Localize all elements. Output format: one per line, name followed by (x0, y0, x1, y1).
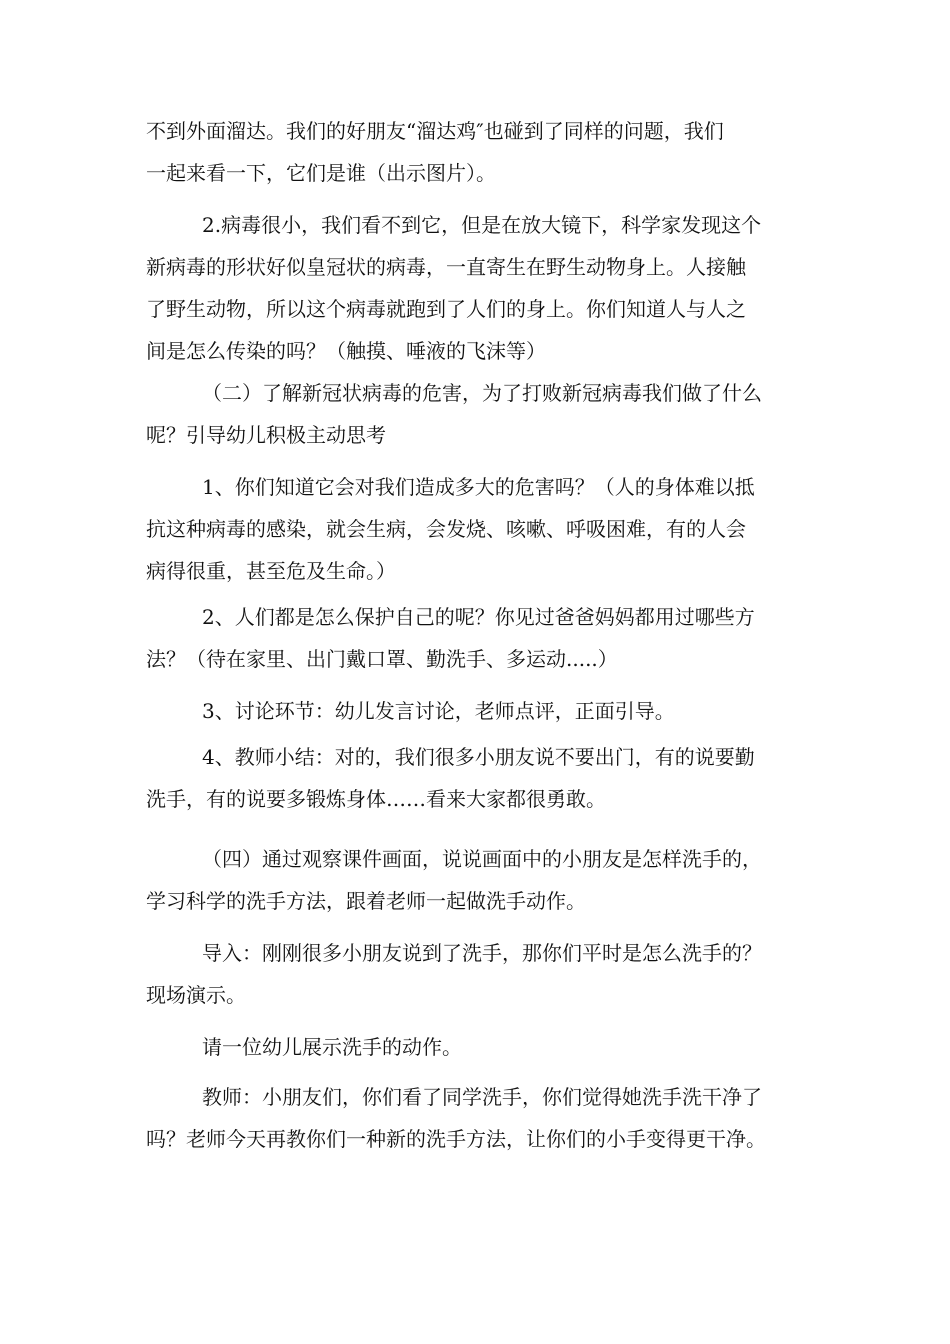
paragraph-teacher-remark (146, 1076, 806, 1160)
text-line: 新病毒的形状好似皇冠状的病毒，一直寄生在野生动物身上。人接触 (146, 255, 746, 279)
section-four-heading (146, 838, 806, 922)
list-item-1 (146, 466, 806, 592)
text-line: 呢？引导幼儿积极主动思考 (146, 423, 386, 447)
paragraph-intro-continued (146, 110, 806, 194)
section-two-heading (146, 372, 806, 456)
text-line: 导入：刚刚很多小朋友说到了洗手，那你们平时是怎么洗手的？ (202, 941, 762, 965)
text-line: 学习科学的洗手方法，跟着老师一起做洗手动作。 (146, 889, 586, 913)
text-line: 了野生动物，所以这个病毒就跑到了人们的身上。你们知道人与人之 (146, 297, 746, 321)
text-line: 一起来看一下，它们是谁（出示图片）。 (146, 161, 496, 185)
text-line: 洗手，有的说要多锻炼身体……看来大家都很勇敢。 (146, 787, 606, 811)
text-line: 1、你们知道它会对我们造成多大的危害吗？（人的身体难以抵 (202, 475, 755, 499)
text-line: 吗？老师今天再教你们一种新的洗手方法，让你们的小手变得更干净。 (146, 1127, 766, 1151)
text-line: 2.病毒很小，我们看不到它，但是在放大镜下，科学家发现这个 (202, 213, 762, 237)
text-line: 不到外面溜达。我们的好朋友“溜达鸡″也碰到了同样的问题，我们 (146, 119, 724, 143)
text-line: 2、人们都是怎么保护自己的呢？你见过爸爸妈妈都用过哪些方 (202, 605, 755, 629)
text-line: 请一位幼儿展示洗手的动作。 (202, 1035, 462, 1059)
text-line: （四）通过观察课件画面，说说画面中的小朋友是怎样洗手的， (202, 847, 762, 871)
text-line: 教师：小朋友们，你们看了同学洗手，你们觉得她洗手洗干净了 (202, 1085, 762, 1109)
text-line: 法？（待在家里、出门戴口罩、勤洗手、多运动.....） (146, 647, 618, 671)
text-line: （二）了解新冠状病毒的危害，为了打败新冠病毒我们做了什么 (202, 381, 762, 405)
paragraph-lead-in (146, 932, 806, 1016)
paragraph-demonstration (146, 1026, 806, 1068)
text-line: 抗这种病毒的感染，就会生病，会发烧、咳嗽、呼吸困难，有的人会 (146, 517, 746, 541)
list-item-4 (146, 736, 806, 820)
text-line: 现场演示。 (146, 983, 246, 1007)
text-line: 3、讨论环节：幼儿发言讨论，老师点评，正面引导。 (202, 699, 675, 723)
list-item-2 (146, 596, 806, 680)
text-line: 病得很重，甚至危及生命。） (146, 559, 396, 583)
text-line: 4、教师小结：对的，我们很多小朋友说不要出门，有的说要勤 (202, 745, 755, 769)
text-line: 间是怎么传染的吗？（触摸、唾液的飞沫等） (146, 339, 546, 363)
paragraph-virus-description (146, 204, 806, 372)
list-item-3 (146, 690, 806, 732)
